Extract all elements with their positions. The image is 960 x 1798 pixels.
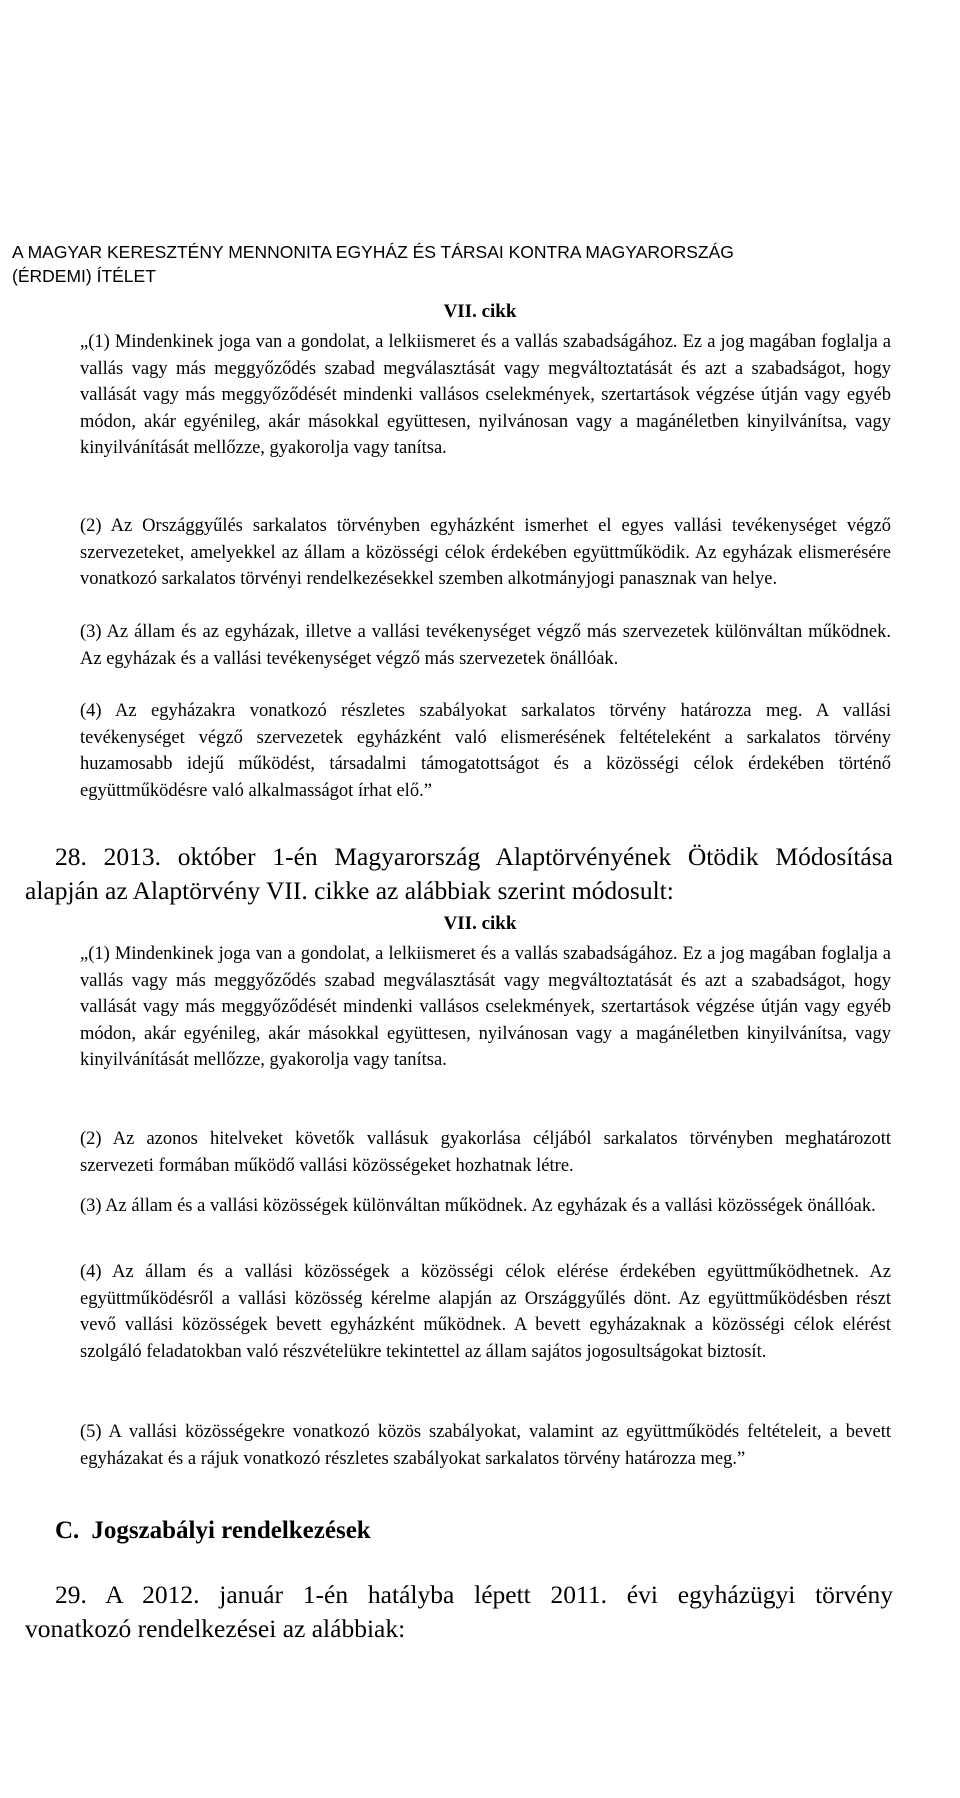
section-c-title: Jogszabályi rendelkezések (91, 1517, 371, 1544)
new-article-paragraph-2 (80, 1126, 891, 1179)
new-article-p4-text: (4) Az állam és a vallási közösségek a közösségi célok elérése érdekében együttműködhetnek. Az együttműködésről a vallási közösség kérelme alapján az Országgyűlés dönt. Az együttműködésben részt vevő vallási közösségek bevett egyházként működnek. A bevett egyházaknak a közösségi célok elérést szolgáló feladatokban való részvételükre tekintettel az állam sajátos jogosultságokat biztosít. (80, 1262, 891, 1362)
new-article-p5-text: (5) A vallási közösségekre vonatkozó közös szabályokat, valamint az együttműködés feltételeit, a bevett egyházakat és a rájuk vonatkozó részletes szabályokat sarkalatos törvény határozza meg.” (80, 1422, 891, 1469)
old-article-p2-text: (2) Az Országgyűlés sarkalatos törvényben egyházként ismerhet el egyes vallási tevékenységet végző szervezeteket, amelyekkel az állam a közösségi célok érdekében együttműködik. Az egyházak elismerésére vonatkozó sarkalatos törvényi rendelkezésekkel szemben alkotmányjogi panasznak van helye. (80, 516, 891, 589)
new-article-paragraph-3 (80, 1193, 891, 1220)
section-c-letter: C. (55, 1517, 80, 1544)
paragraph-29 (25, 1578, 893, 1646)
new-article-paragraph-1 (80, 941, 891, 1074)
paragraph-28-line-2: alapján az Alaptörvény VII. cikke az alábbiak szerint módosult: (25, 876, 674, 905)
paragraph-29-line-2: vonatkozó rendelkezései az alábbiak: (25, 1614, 406, 1643)
paragraph-28 (25, 840, 893, 908)
old-article-paragraph-1 (80, 329, 891, 462)
case-title-line-2: (ÉRDEMI) ÍTÉLET (12, 266, 156, 286)
new-article-heading: VII. cikk (443, 913, 517, 934)
section-c-heading (55, 1517, 371, 1545)
old-article-paragraph-3 (80, 619, 891, 672)
paragraph-28-line-1: 28. 2013. október 1-én Magyarország Alaptörvényének Ötödik Módosítása (55, 842, 893, 871)
paragraph-29-line-1: 29. A 2012. január 1-én hatályba lépett 2011. évi egyházügyi törvény (55, 1580, 893, 1609)
new-article-p3-text: (3) Az állam és a vallási közösségek különváltan működnek. Az egyházak és a vallási közösségek önállóak. (80, 1196, 876, 1216)
old-article-p1-text: „(1) Mindenkinek joga van a gondolat, a lelkiismeret és a vallás szabadságához. Ez a jog magában foglalja a vallás vagy más meggyőződés szabad megválasztását vagy megváltoztatását és azt a szabadságot, hogy vallását vagy más meggyőződését mindenki vallásos cselekmények, szertartások végzése útján vagy egyéb módon, akár egyénileg, akár másokkal együttesen, nyilvánosan vagy a magánéletben kinyilvánítsa, vagy kinyilvánítását mellőzze, gyakorolja vagy tanítsa. (80, 332, 891, 458)
new-article-paragraph-4 (80, 1259, 891, 1365)
case-header (12, 240, 912, 288)
new-article-paragraph-5 (80, 1419, 891, 1472)
old-article-heading: VII. cikk (443, 301, 517, 322)
old-article-p4-text: (4) Az egyházakra vonatkozó részletes szabályokat sarkalatos törvény határozza meg. A vallási tevékenységet végző szervezetek egyházként való elismerésének feltételeként a sarkalatos törvény huzamosabb idejű működést, társadalmi támogatottságot és a közösségi célok érdekében történő együttműködésre való alkalmasságot írhat elő.” (80, 701, 891, 801)
old-article-paragraph-2 (80, 513, 891, 593)
old-article-paragraph-4 (80, 698, 891, 804)
new-article-p1-text: „(1) Mindenkinek joga van a gondolat, a lelkiismeret és a vallás szabadságához. Ez a jog magában foglalja a vallás vagy más meggyőződés szabad megválasztását vagy megváltoztatását és azt a szabadságot, hogy vallását vagy más meggyőződését mindenki vallásos cselekmények, szertartások végzése útján vagy egyéb módon, akár egyénileg, akár másokkal együttesen, nyilvánosan vagy a magánéletben kinyilvánítsa, vagy kinyilvánítását mellőzze, gyakorolja vagy tanítsa. (80, 944, 891, 1070)
old-article-p3-text: (3) Az állam és az egyházak, illetve a vallási tevékenységet végző más szervezetek különváltan működnek. Az egyházak és a vallási tevékenységet végző más szervezetek önállóak. (80, 622, 891, 669)
new-article-p2-text: (2) Az azonos hitelveket követők vallásuk gyakorlása céljából sarkalatos törvényben meghatározott szervezeti formában működő vallási közösségeket hozhatnak létre. (80, 1129, 891, 1176)
case-title-line-1: A MAGYAR KERESZTÉNY MENNONITA EGYHÁZ ÉS TÁRSAI KONTRA MAGYARORSZÁG (12, 242, 734, 262)
